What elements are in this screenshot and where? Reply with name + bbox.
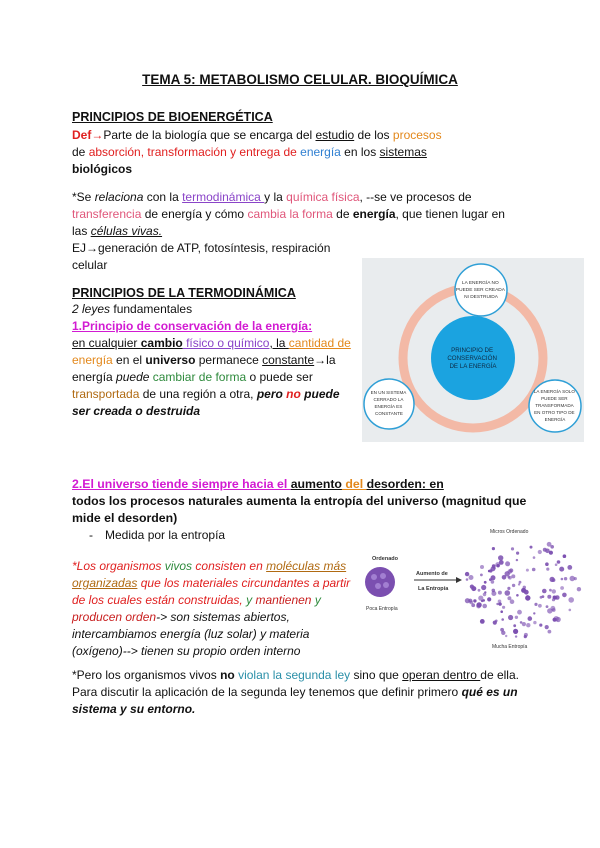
se-text-8: las <box>72 224 91 238</box>
molecule-dot <box>523 586 526 589</box>
molecule-dot <box>522 622 526 626</box>
molecule-dot <box>526 595 529 598</box>
ejemplo-line-1: EJ→generación de ATP, fotosíntesis, respiración <box>72 241 331 255</box>
molecule-dot <box>496 603 498 605</box>
se-text-4: , --se ve procesos de <box>359 190 472 204</box>
paragraph-leyes <box>72 301 351 420</box>
molecule-dot <box>470 585 474 589</box>
molecule-dot <box>502 606 505 609</box>
molecule-dot <box>534 603 537 606</box>
molecule-dot <box>560 586 564 590</box>
def-text-2: de los <box>354 128 393 142</box>
p2-en: en <box>426 477 444 491</box>
molecule-dot <box>549 589 552 592</box>
molecule-dot <box>545 625 549 629</box>
molecule-dot <box>546 568 549 571</box>
molecule-dot <box>559 567 564 572</box>
molecule-dot <box>466 578 469 581</box>
label-micros-ordenado: Micros Ordenado <box>490 529 529 535</box>
molecule-dot <box>551 606 556 611</box>
molecule-dot <box>577 587 581 591</box>
p1-transportada: transportada <box>72 387 140 401</box>
molecule-dot <box>465 598 470 603</box>
label-aumento: Aumento de <box>416 571 448 577</box>
molecule-dot <box>567 565 572 570</box>
molecule-dot <box>507 596 511 600</box>
molecule-dot <box>524 590 529 595</box>
def-biologicos: biológicos <box>72 162 132 176</box>
se-celulas-vivas: células vivas. <box>90 224 163 238</box>
def-procesos: procesos <box>392 128 442 142</box>
diagram-center-text <box>447 347 498 370</box>
molecule-dot <box>511 547 514 550</box>
se-text-1: *Se <box>72 190 95 204</box>
molecule-dot <box>515 635 517 637</box>
molecule-dot <box>516 552 519 555</box>
label-la-entropia: La Entropía <box>418 586 449 592</box>
molecule-dot <box>505 571 510 576</box>
molecule-dot <box>524 635 527 638</box>
molecule-dot <box>498 602 501 605</box>
entropy-diagram-svg <box>352 524 588 652</box>
org-organizadas: organizadas <box>72 576 138 590</box>
org-mantienen: mantienen <box>252 593 312 607</box>
molecule-dot <box>517 610 522 615</box>
molecule-dot <box>492 547 495 550</box>
org-text-2: consisten en <box>192 559 267 573</box>
label-mucha-entropia: Mucha Entropía <box>492 644 528 650</box>
molecule-dot <box>482 604 487 609</box>
center-line-2: CONSERVACIÓN <box>447 355 497 362</box>
molecule-dot <box>491 580 495 584</box>
p1-universo: universo <box>145 353 196 367</box>
def-absorcion: absorción, transformación y entrega de <box>88 145 301 159</box>
left-line-4: CONSTANTE <box>375 411 403 416</box>
org-text-3: que los materiales circundantes a partir <box>137 576 351 590</box>
label-ordenado: Ordenado <box>372 556 398 562</box>
heading-termodinamica: PRINCIPIOS DE LA TERMODINÁMICA <box>72 286 296 300</box>
molecule-dot <box>530 546 533 549</box>
org-producen: producen orden <box>72 610 157 624</box>
def-energia: energía <box>300 145 341 159</box>
molecule-dot <box>519 581 522 584</box>
molecule-dot <box>484 581 487 584</box>
left-line-2: CERRADO LA <box>373 397 404 402</box>
molecule-dot <box>480 574 483 577</box>
paragraph-segunda-ley <box>72 476 526 527</box>
p1-text-3: en el <box>112 353 146 367</box>
heading-bioenergetica: PRINCIPIOS DE BIOENERGÉTICA <box>72 110 273 124</box>
se-quimica-fisica: química física <box>286 190 360 204</box>
p1-puede-2: puede <box>300 387 340 401</box>
right-line-2: PUEDE SER <box>541 396 568 401</box>
p1-text-1: en cualquier <box>72 336 141 350</box>
left-line-1: EN UN SISTEMA <box>370 390 407 395</box>
ordered-highlight-4 <box>383 582 389 588</box>
p1-no: no <box>286 387 301 401</box>
conservation-diagram-svg <box>362 258 584 442</box>
p1-constante: constante <box>262 353 315 367</box>
se-text-7: , que tienen lugar en <box>395 207 505 221</box>
molecule-dot <box>542 589 547 594</box>
molecule-dot <box>520 621 523 624</box>
molecule-dot <box>574 577 577 580</box>
center-line-1: PRINCIPIO DE <box>451 347 494 354</box>
paragraph-pero <box>72 667 519 718</box>
molecule-dot <box>508 615 513 620</box>
ordered-highlight-3 <box>375 583 381 589</box>
p1-text-2: , la <box>269 336 289 350</box>
principio-1-title: 1.Principio de conservación de la energía: <box>72 319 313 333</box>
se-transferencia: transferencia <box>72 207 142 221</box>
molecule-dot <box>478 589 481 592</box>
molecule-dot <box>491 575 496 580</box>
document-title: TEMA 5: METABOLISMO CELULAR. BIOQUÍMICA <box>142 72 458 87</box>
molecule-dot <box>526 623 530 627</box>
molecule-dot <box>562 593 567 598</box>
molecule-dot <box>533 612 535 614</box>
molecule-dot <box>564 577 567 580</box>
molecule-dot <box>553 618 557 622</box>
molecule-dot <box>555 563 558 566</box>
molecule-dot <box>538 550 542 554</box>
se-energia: energía <box>352 207 396 221</box>
pero-text-1: *Pero los organismos vivos <box>72 668 221 682</box>
molecule-dot <box>568 597 574 603</box>
molecule-dot <box>488 570 491 573</box>
p1-cantidad: cantidad de <box>288 336 351 350</box>
p1-cambiar-forma: cambiar de forma <box>149 370 247 384</box>
right-line-3: TRANSFORMADA <box>535 403 574 408</box>
se-text-5: de energía y cómo <box>141 207 248 221</box>
right-line-1: LA ENERGÍA SOLO <box>533 389 575 394</box>
molecule-dot <box>550 577 555 582</box>
molecule-dot <box>547 595 551 599</box>
molecule-dot <box>539 624 542 627</box>
molecule-dot <box>563 554 567 558</box>
molecule-dot <box>507 587 510 590</box>
p1-text-7: de una región a otra, <box>139 387 257 401</box>
org-text-1: *Los organismos <box>72 559 165 573</box>
molecule-dot <box>473 599 476 602</box>
ejemplo-line-2: celular <box>72 258 108 272</box>
p2-title-1: 2.El universo tiende siempre hacia el <box>72 477 291 491</box>
molecule-dot <box>552 589 556 593</box>
molecule-dot <box>498 591 502 595</box>
def-label: Def <box>72 128 92 142</box>
bullet-entropia <box>89 527 225 544</box>
leyes-count: 2 leyes <box>72 302 111 316</box>
molecule-dot <box>481 585 486 590</box>
p1-creada-destruida: ser creada o destruida <box>72 404 201 418</box>
top-line-2: PUEDE SER CREADA <box>455 288 505 293</box>
molecule-dot <box>500 610 503 613</box>
ordered-highlight-1 <box>371 574 377 580</box>
label-poca-entropia: Poca Entropía <box>366 606 398 612</box>
def-text-1: Parte de la biología que se encarga del <box>103 128 316 142</box>
center-line-3: DE LA ENERGÍA <box>449 363 497 370</box>
org-text-4: de los cuales están construidas, <box>72 593 247 607</box>
p1-energia: energía <box>72 353 113 367</box>
molecule-dot <box>505 561 510 566</box>
p1-puede: puede <box>116 370 150 384</box>
paragraph-definition <box>72 127 442 178</box>
org-vivos: vivos <box>164 559 193 573</box>
right-line-4: EN OTRO TIPO DE <box>534 410 575 415</box>
pero-no: no <box>220 668 235 682</box>
org-line-6: (oxígeno)--> tienen su propio orden interno <box>72 644 301 658</box>
conservation-diagram <box>362 258 584 442</box>
molecule-dot <box>528 616 533 621</box>
molecule-dot <box>513 629 518 634</box>
def-text-3: de <box>72 145 89 159</box>
molecule-dot <box>501 618 504 621</box>
se-relaciona: relaciona <box>94 190 144 204</box>
molecule-dot <box>493 621 497 625</box>
para-sistema: sistema y su entorno. <box>72 702 196 716</box>
ordered-cluster <box>365 567 395 597</box>
p2-line-2: todos los procesos naturales aumenta la entropía del universo (magnitud que <box>72 494 527 508</box>
molecule-dot <box>557 560 561 564</box>
entropy-arrow-head <box>456 577 462 583</box>
def-estudio: estudio <box>315 128 355 142</box>
bullet-text: Medida por la entropía <box>105 528 226 542</box>
molecule-dot <box>511 574 515 578</box>
molecule-dot <box>491 591 496 596</box>
molecule-dot <box>516 594 519 597</box>
molecule-dot <box>542 595 545 598</box>
p1-fisico-quimico: físico o químico <box>182 336 270 350</box>
se-text-3: y la <box>264 190 287 204</box>
p1-text-6: o puede ser <box>246 370 313 384</box>
def-arrow: → <box>91 128 104 142</box>
molecule-dot <box>532 568 536 572</box>
entropy-diagram <box>352 524 588 652</box>
p1-arrow: →la <box>314 353 336 367</box>
se-termodinamica: termodinámica <box>182 190 265 204</box>
pero-violan: violan la segunda ley <box>238 668 351 682</box>
org-line-5: intercambiamos energía (luz solar) y materia <box>72 627 310 641</box>
molecule-dot <box>546 605 549 608</box>
molecule-dot <box>538 604 542 608</box>
molecule-dot <box>469 575 474 580</box>
molecule-dot <box>553 596 557 600</box>
p1-cambio: cambio <box>140 336 183 350</box>
def-sistemas: sistemas <box>379 145 427 159</box>
p2-del: del <box>341 477 367 491</box>
bullet-dash: - <box>89 528 93 542</box>
leyes-text: fundamentales <box>110 302 193 316</box>
molecule-dot <box>492 564 496 568</box>
molecule-dot <box>561 578 564 581</box>
molecule-dot <box>481 600 483 602</box>
p1-text-5: energía <box>72 370 117 384</box>
p1-pero: pero <box>256 387 287 401</box>
molecule-dot <box>545 549 550 554</box>
molecule-dot <box>510 599 515 604</box>
top-line-1: LA ENERGÍA NO <box>461 281 499 286</box>
molecule-dot <box>545 562 549 566</box>
molecule-dot <box>533 556 536 559</box>
molecule-dot <box>483 593 487 597</box>
paragraph-organismos <box>72 558 350 660</box>
molecule-dot <box>476 604 481 609</box>
molecule-dot <box>505 635 507 637</box>
molecule-dot <box>513 624 516 627</box>
molecule-dot <box>550 545 554 549</box>
molecule-dot <box>500 628 504 632</box>
se-text-6: de <box>332 207 353 221</box>
org-abiertos: -> son sistemas abiertos, <box>156 610 290 624</box>
molecule-dot <box>526 569 529 572</box>
org-y-2: y <box>311 593 321 607</box>
molecule-dot <box>498 555 503 560</box>
molecule-dot <box>487 597 491 601</box>
para-text-1: Para discutir la aplicación de la segunda ley tenemos que definir primero <box>72 685 462 699</box>
pero-operan: operan dentro <box>402 668 481 682</box>
disordered-molecules <box>465 542 581 638</box>
para-que-es: qué es un <box>461 685 518 699</box>
molecule-dot <box>495 562 500 567</box>
left-line-3: ENERGÍA ES <box>374 404 403 409</box>
molecule-dot <box>480 565 484 569</box>
def-text-4: en los <box>340 145 380 159</box>
org-moleculas: moléculas más <box>266 559 347 573</box>
molecule-dot <box>515 616 518 619</box>
p2-line-3: mide el desorden) <box>72 511 178 525</box>
molecule-dot <box>469 601 473 605</box>
molecule-dot <box>465 572 469 576</box>
ordered-highlight-2 <box>380 573 386 579</box>
se-text-2: con la <box>143 190 183 204</box>
right-line-5: ENERGÍA <box>544 417 566 422</box>
p2-aumento: aumento <box>290 477 342 491</box>
molecule-dot <box>548 630 552 634</box>
molecule-dot <box>480 619 485 624</box>
top-line-3: NI DESTRUIDA <box>464 295 498 300</box>
pero-text-2: sino que <box>350 668 403 682</box>
pero-text-3: de ella. <box>480 668 519 682</box>
p1-text-4: permanece <box>195 353 263 367</box>
molecule-dot <box>569 609 572 612</box>
se-cambia-forma: cambia la forma <box>247 207 333 221</box>
molecule-dot <box>516 559 518 561</box>
org-y: y <box>246 593 253 607</box>
molecule-dot <box>505 590 511 596</box>
molecule-dot <box>533 621 536 624</box>
p2-desorden: desorden: <box>366 477 427 491</box>
molecule-dot <box>512 584 515 587</box>
